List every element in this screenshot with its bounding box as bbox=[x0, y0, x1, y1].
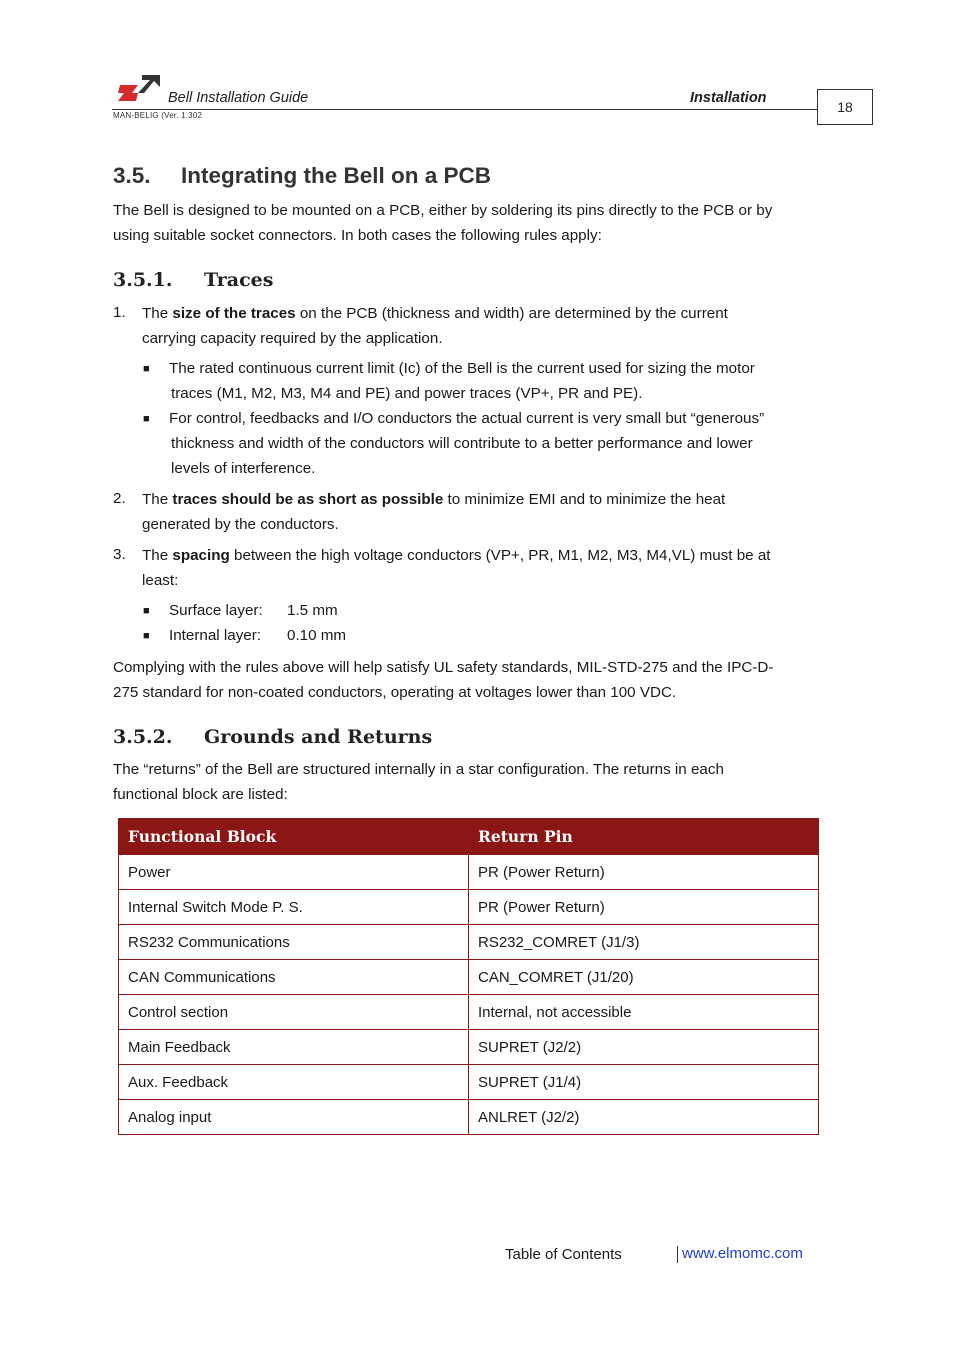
table-cell: RS232_COMRET (J1/3) bbox=[469, 925, 819, 960]
text-line: For control, feedbacks and I/O conductors the actual current is very small but “generous” bbox=[169, 410, 765, 427]
text-line: traces (M1, M2, M3, M4 and PE) and power traces (VP+, PR and PE). bbox=[171, 384, 643, 402]
text-run: The bbox=[142, 305, 173, 322]
grounds-intro bbox=[113, 757, 818, 807]
footer-divider bbox=[677, 1246, 678, 1263]
website-link[interactable]: www.elmomc.com bbox=[682, 1245, 803, 1262]
spacing-label: Surface layer: bbox=[169, 602, 263, 619]
subsection-title: Grounds and Returns bbox=[204, 726, 433, 748]
section-number: 3.5. bbox=[113, 163, 151, 188]
toc-link[interactable]: Table of Contents bbox=[505, 1246, 622, 1263]
table-header-row bbox=[119, 819, 819, 855]
table-row bbox=[119, 1100, 819, 1135]
table-cell: CAN_COMRET (J1/20) bbox=[469, 960, 819, 995]
bold-text: traces should be as short as possible bbox=[172, 491, 444, 508]
subsection-number: 3.5.2. bbox=[113, 726, 173, 748]
subsection-heading-traces bbox=[113, 269, 273, 291]
text-run: The bbox=[142, 491, 173, 508]
list-item bbox=[142, 487, 818, 537]
header-rule bbox=[112, 109, 818, 110]
text-line: 275 standard for non-coated conductors, operating at voltages lower than 100 VDC. bbox=[113, 684, 677, 701]
closing-paragraph bbox=[113, 655, 818, 705]
spacing-surface bbox=[169, 599, 419, 624]
bullet-square-icon: ■ bbox=[143, 413, 150, 425]
list-item bbox=[142, 301, 818, 351]
bullet-square-icon: ■ bbox=[143, 605, 150, 617]
table-cell: Analog input bbox=[119, 1100, 469, 1135]
spacing-label: Internal layer: bbox=[169, 627, 262, 644]
text-run: to minimize EMI and to minimize the heat bbox=[443, 491, 726, 508]
section-heading bbox=[113, 163, 491, 189]
text-line: Complying with the rules above will help satisfy UL safety standards, MIL-STD-275 and the IPC-D- bbox=[113, 659, 774, 676]
table-row bbox=[119, 960, 819, 995]
subsection-title: Traces bbox=[204, 269, 274, 291]
table-cell: PR (Power Return) bbox=[469, 855, 819, 890]
table-row bbox=[119, 1065, 819, 1100]
list-number: 2. bbox=[113, 490, 126, 507]
bold-text: spacing bbox=[172, 547, 230, 564]
section-intro-line: The Bell is designed to be mounted on a PCB, either by soldering its pins directly to the PCB or by bbox=[113, 202, 773, 219]
elmo-logo-icon bbox=[118, 73, 160, 103]
table-cell: Power bbox=[119, 855, 469, 890]
text-line: thickness and width of the conductors will contribute to a better performance and lower bbox=[171, 434, 753, 452]
section-intro-line: using suitable socket connectors. In both cases the following rules apply: bbox=[113, 227, 602, 244]
bullet-item bbox=[169, 407, 819, 481]
table-header-cell: Functional Block bbox=[119, 819, 469, 855]
section-title: Integrating the Bell on a PCB bbox=[181, 163, 492, 188]
table-cell: Internal Switch Mode P. S. bbox=[119, 890, 469, 925]
text-line: The “returns” of the Bell are structured internally in a star configuration. The returns in each bbox=[113, 761, 724, 778]
text-run: on the PCB (thickness and width) are determined by the current bbox=[295, 305, 728, 322]
returns-table bbox=[118, 818, 819, 1135]
bullet-square-icon: ■ bbox=[143, 630, 150, 642]
text-run: between the high voltage conductors (VP+, PR, M1, M2, M3, M4,VL) must be at bbox=[229, 547, 771, 564]
spacing-value: 1.5 mm bbox=[287, 602, 338, 619]
table-cell: CAN Communications bbox=[119, 960, 469, 995]
table-cell: SUPRET (J1/4) bbox=[469, 1065, 819, 1100]
bold-text: size of the traces bbox=[172, 305, 296, 322]
subsection-number: 3.5.1. bbox=[113, 269, 173, 291]
header-doc-title: Bell Installation Guide bbox=[168, 90, 309, 106]
table-cell: ANLRET (J2/2) bbox=[469, 1100, 819, 1135]
text-line: generated by the conductors. bbox=[142, 516, 339, 533]
table-cell: PR (Power Return) bbox=[469, 890, 819, 925]
table-cell: Aux. Feedback bbox=[119, 1065, 469, 1100]
bullet-square-icon: ■ bbox=[143, 363, 150, 375]
list-item bbox=[142, 543, 818, 593]
table-cell: Main Feedback bbox=[119, 1030, 469, 1065]
subsection-heading-grounds bbox=[113, 726, 432, 748]
table-row bbox=[119, 995, 819, 1030]
section-intro bbox=[113, 198, 818, 248]
list-number: 1. bbox=[113, 304, 126, 321]
table-header-cell: Return Pin bbox=[469, 819, 819, 855]
table-row bbox=[119, 890, 819, 925]
text-line: functional block are listed: bbox=[113, 786, 288, 803]
text-line: The rated continuous current limit (Ic) of the Bell is the current used for sizing the motor bbox=[169, 360, 755, 377]
table-cell: Internal, not accessible bbox=[469, 995, 819, 1030]
table-row bbox=[119, 925, 819, 960]
spacing-internal bbox=[169, 624, 419, 649]
header-doc-id: MAN-BELIG (Ver. 1.302 bbox=[113, 111, 203, 120]
table-cell: Control section bbox=[119, 995, 469, 1030]
text-line: least: bbox=[142, 572, 179, 589]
list-number: 3. bbox=[113, 546, 126, 563]
header-section-name: Installation bbox=[690, 90, 767, 106]
table-cell: SUPRET (J2/2) bbox=[469, 1030, 819, 1065]
table-cell: RS232 Communications bbox=[119, 925, 469, 960]
table-row bbox=[119, 855, 819, 890]
bullet-item bbox=[169, 357, 819, 407]
text-run: The bbox=[142, 547, 173, 564]
spacing-value: 0.10 mm bbox=[287, 627, 347, 644]
table-row bbox=[119, 1030, 819, 1065]
text-line: levels of interference. bbox=[171, 459, 316, 477]
page-number: 18 bbox=[817, 89, 873, 125]
text-line: carrying capacity required by the application. bbox=[142, 330, 443, 347]
